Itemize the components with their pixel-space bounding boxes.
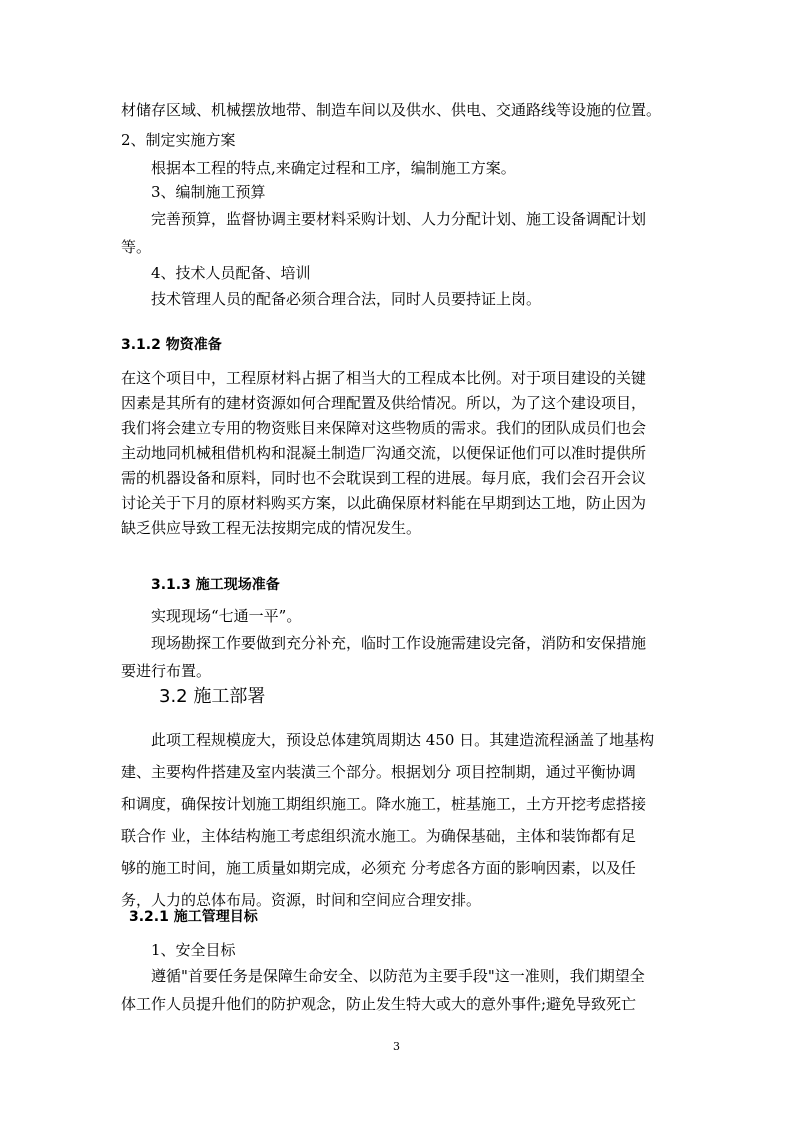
item-3-body-line: 完善预算，监督协调主要材料采购计划、人力分配计划、施工设备调配计划 <box>151 210 647 228</box>
paragraph-line: 讨论关于下月的原材料购买方案，以此确保原材料能在早期到达工地，防止因为 <box>121 494 647 512</box>
deployment-paragraph <box>121 724 674 916</box>
safety-paragraph <box>121 962 674 1018</box>
section-heading-3-1-3: 3.1.3 施工现场准备 <box>151 577 280 593</box>
intro-tail-paragraph: 材储存区域、机械摆放地带、制造车间以及供水、供电、交通路线等设施的位置。 <box>121 101 662 119</box>
paragraph-line: 此项工程规模庞大，预设总体建筑周期达 450 日。其建造流程涵盖了地基构 <box>151 731 655 749</box>
section-heading-3-2-1: 3.2.1 施工管理目标 <box>129 909 258 925</box>
site-prep-paragraph <box>121 629 674 685</box>
item-3-title: 3、编制施工预算 <box>151 183 266 201</box>
item-3-body <box>121 205 674 261</box>
item-2-body: 根据本工程的特点,来确定过程和工序，编制施工方案。 <box>151 159 516 177</box>
item-4-title: 4、技术人员配备、培训 <box>151 264 311 282</box>
section-heading-3-2: 3.2 施工部署 <box>159 686 266 707</box>
section-heading-3-1-2: 3.1.2 物资准备 <box>121 337 222 353</box>
paragraph-line: 需的机器设备和原料，同时也不会耽误到工程的进展。每月底，我们会召开会议 <box>121 469 647 487</box>
paragraph-line: 务，人力的总体布局。资源，时间和空间应合理安排。 <box>121 891 482 909</box>
paragraph-line: 够的施工时间，施工质量如期完成，必须充 分考虑各方面的影响因素，以及任 <box>121 859 636 877</box>
paragraph-line: 主动地同机械租借机构和混凝土制造厂沟通交流，以便保证他们可以准时提供所 <box>121 444 647 462</box>
paragraph-line: 体工作人员提升他们的防护观念，防止发生特大或大的意外事件;避免导致死亡 <box>121 995 637 1013</box>
paragraph-line: 联合作 业，主体结构施工考虑组织流水施工。为确保基础，主体和装饰都有足 <box>121 827 636 845</box>
page-number: 3 <box>393 1040 400 1053</box>
paragraph-line: 在这个项目中，工程原材料占据了相当大的工程成本比例。对于项目建设的关键 <box>121 369 647 387</box>
safety-goal-title: 1、安全目标 <box>151 941 236 959</box>
paragraph-line: 和调度，确保按计划施工期组织施工。降水施工，桩基施工，土方开挖考虑搭接 <box>121 795 647 813</box>
site-prep-slogan: 实现现场“七通一平”。 <box>151 607 302 625</box>
paragraph-line: 因素是其所有的建材资源如何合理配置及供给情况。所以，为了这个建设项目， <box>121 394 647 412</box>
paragraph-line: 建、主要构件搭建及室内装潢三个部分。根据划分 项目控制期，通过平衡协调 <box>121 763 636 781</box>
paragraph-line: 遵循"首要任务是保障生命安全、以防范为主要手段"这一准则，我们期望全 <box>151 967 645 985</box>
item-2-title: 2、制定实施方案 <box>121 131 236 149</box>
paragraph-line: 缺乏供应导致工程无法按期完成的情况发生。 <box>121 519 422 537</box>
item-4-body: 技术管理人员的配备必须合理合法，同时人员要持证上岗。 <box>151 290 542 308</box>
paragraph-line: 现场勘探工作要做到充分补充，临时工作设施需建设完备，消防和安保措施 <box>151 634 647 652</box>
paragraph-line: 我们将会建立专用的物资账目来保障对这些物质的需求。我们的团队成员们也会 <box>121 419 647 437</box>
item-3-body-line: 等。 <box>121 238 152 256</box>
paragraph-line: 要进行布置。 <box>121 662 212 680</box>
materials-paragraph <box>121 366 674 541</box>
